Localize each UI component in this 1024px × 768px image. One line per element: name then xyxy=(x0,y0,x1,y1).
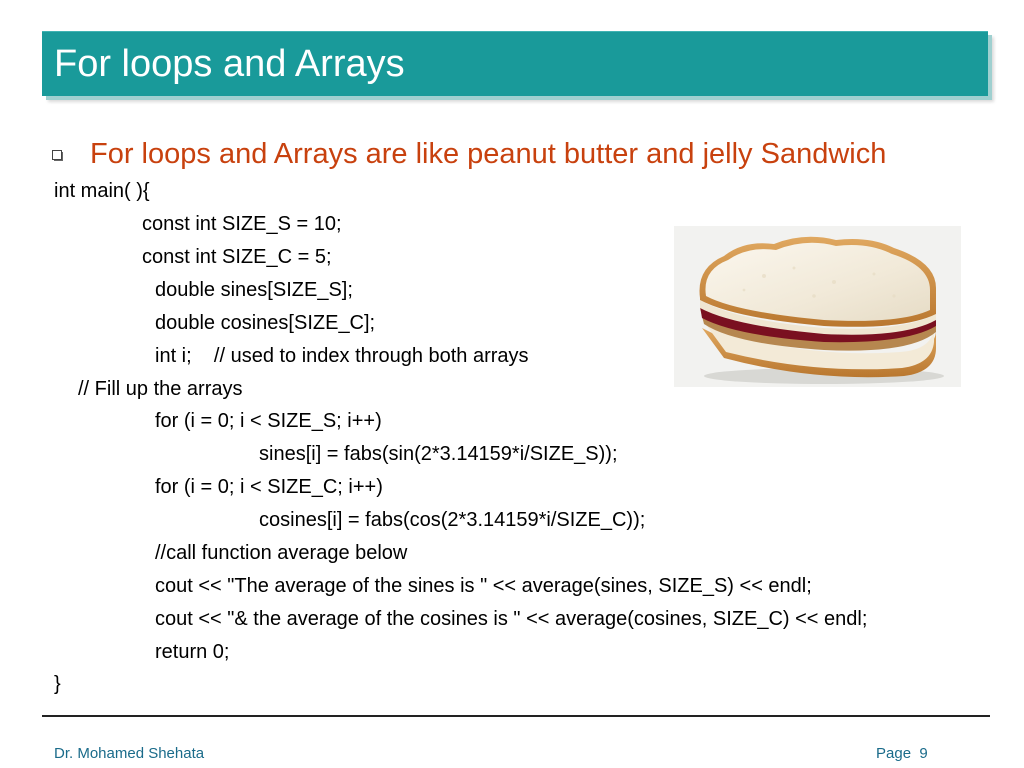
code-line: cosines[i] = fabs(cos(2*3.14159*i/SIZE_C)); xyxy=(259,509,646,531)
code-line: } xyxy=(54,673,61,695)
code-line: //call function average below xyxy=(155,542,408,564)
code-line: double cosines[SIZE_C]; xyxy=(155,312,376,334)
sandwich-image xyxy=(674,226,961,387)
code-line: const int SIZE_C = 5; xyxy=(142,246,332,268)
code-line: const int SIZE_S = 10; xyxy=(142,213,342,235)
code-line: int main( ){ xyxy=(54,180,150,202)
bullet-point xyxy=(52,136,886,172)
code-line: for (i = 0; i < SIZE_S; i++) xyxy=(155,410,382,432)
slide-title-bar xyxy=(42,31,988,96)
code-line: cout << "The average of the sines is " << average(sines, SIZE_S) << endl; xyxy=(155,575,812,597)
bullet-text: For loops and Arrays are like peanut butter and jelly Sandwich xyxy=(90,138,887,170)
code-line: // Fill up the arrays xyxy=(78,378,243,400)
code-line: sines[i] = fabs(sin(2*3.14159*i/SIZE_S)); xyxy=(259,443,618,465)
slide-title: For loops and Arrays xyxy=(54,43,405,85)
code-line: double sines[SIZE_S]; xyxy=(155,279,353,301)
code-line: for (i = 0; i < SIZE_C; i++) xyxy=(155,476,383,498)
code-line: return 0; xyxy=(155,641,230,663)
code-line: cout << "& the average of the cosines is " << average(cosines, SIZE_C) << endl; xyxy=(155,608,868,630)
code-line: int i; // used to index through both arrays xyxy=(155,345,529,367)
footer-author: Dr. Mohamed Shehata xyxy=(54,745,205,762)
footer-divider xyxy=(42,715,990,717)
square-bullet-icon xyxy=(52,150,63,161)
footer-page-number: Page 9 xyxy=(876,745,928,762)
